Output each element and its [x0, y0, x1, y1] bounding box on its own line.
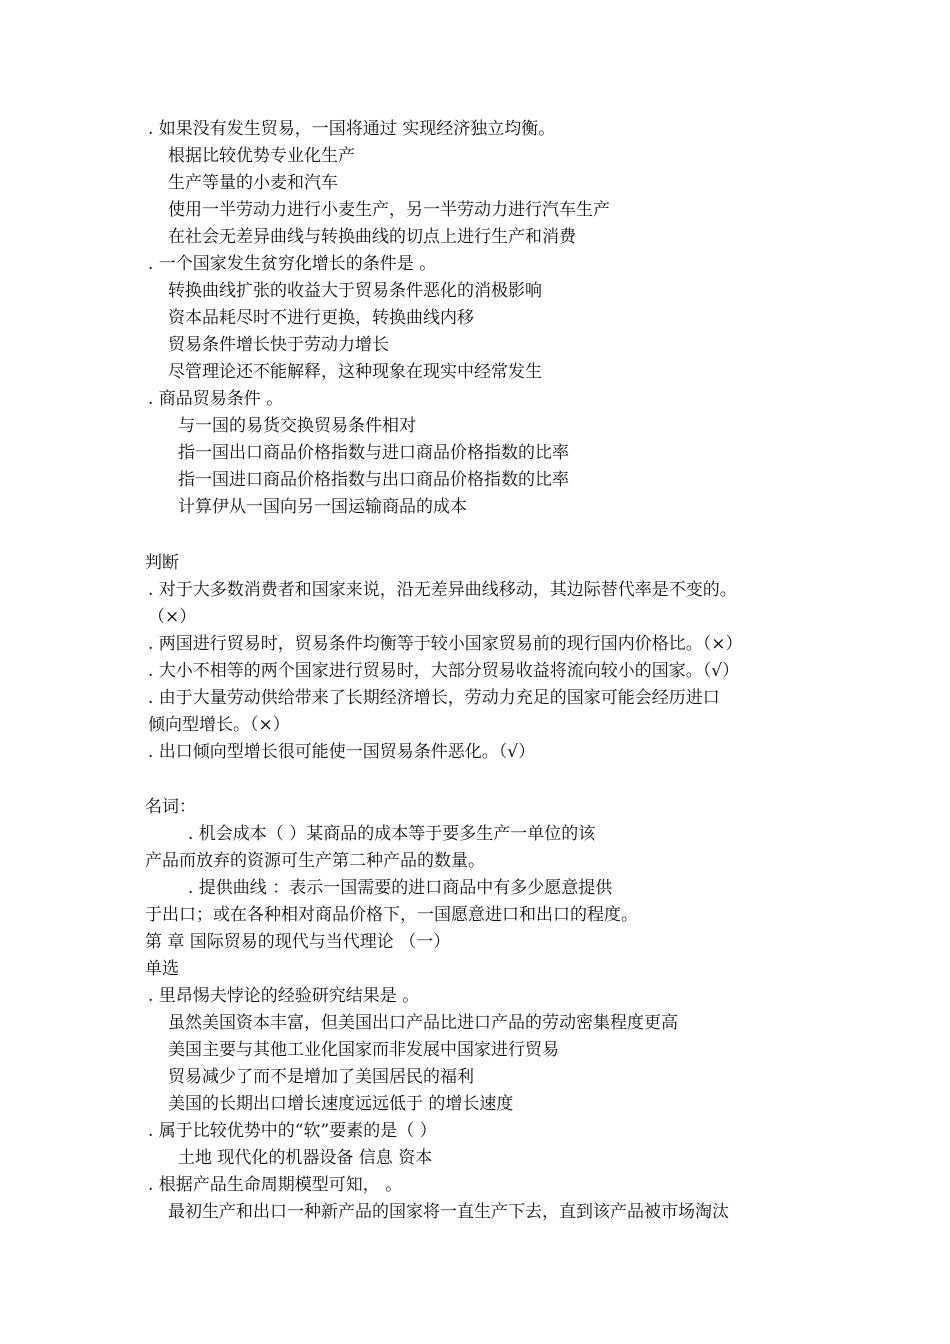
question-option: 计算伊从一国向另一国运输商品的成本: [178, 497, 467, 517]
question-option: 转换曲线扩张的收益大于贸易条件恶化的消极影响: [168, 281, 542, 301]
judge-line: . 对于大多数消费者和国家来说，沿无差异曲线移动，其边际替代率是不变的。: [148, 580, 737, 600]
chapter-title: 第 章 国际贸易的现代与当代理论 （一）: [145, 932, 451, 952]
question-option: 虽然美国资本丰富，但美国出口产品比进口产品的劳动密集程度更高: [168, 1013, 678, 1033]
question-option: 指一国进口商品价格指数与出口商品价格指数的比率: [178, 470, 569, 490]
section-heading-judge: 判断: [145, 553, 179, 573]
question-option: 美国主要与其他工业化国家而非发展中国家进行贸易: [168, 1040, 559, 1060]
judge-line: . 大小不相等的两个国家进行贸易时，大部分贸易收益将流向较小的国家。（√）: [148, 661, 740, 681]
question-stem: . 根据产品生命周期模型可知， 。: [148, 1175, 403, 1195]
term-line: . 提供曲线 ：表示一国需要的进口商品中有多少愿意提供: [188, 878, 613, 898]
judge-line: . 由于大量劳动供给带来了长期经济增长，劳动力充足的国家可能会经历进口: [148, 688, 720, 708]
section-heading-single-choice: 单选: [145, 959, 179, 979]
question-stem: . 一个国家发生贫穷化增长的条件是 。: [148, 254, 437, 274]
question-stem: . 里昂惕夫悖论的经验研究结果是 。: [148, 986, 420, 1006]
question-option: 最初生产和出口一种新产品的国家将一直生产下去，直到该产品被市场淘汰: [168, 1202, 729, 1222]
question-option: 贸易减少了而不是增加了美国居民的福利: [168, 1067, 474, 1087]
question-options-inline: 土地 现代化的机器设备 信息 资本: [178, 1148, 433, 1168]
question-option: 美国的长期出口增长速度远远低于 的增长速度: [168, 1094, 514, 1114]
question-option: 指一国出口商品价格指数与进口商品价格指数的比率: [178, 443, 569, 463]
question-stem: . 商品贸易条件 。: [148, 389, 284, 409]
term-line: 于出口；或在各种相对商品价格下，一国愿意进口和出口的程度。: [145, 905, 638, 925]
question-option: 贸易条件增长快于劳动力增长: [168, 335, 389, 355]
question-stem: . 属于比较优势中的“软”要素的是（ ）: [148, 1121, 437, 1141]
question-option: 在社会无差异曲线与转换曲线的切点上进行生产和消费: [168, 227, 576, 247]
question-option: 使用一半劳动力进行小麦生产，另一半劳动力进行汽车生产: [168, 200, 610, 220]
question-stem: . 如果没有发生贸易，一国将通过 实现经济独立均衡。: [148, 119, 556, 139]
question-option: 与一国的易货交换贸易条件相对: [178, 416, 416, 436]
judge-line: . 出口倾向型增长很可能使一国贸易条件恶化。（√）: [148, 742, 536, 762]
judge-line: . 两国进行贸易时，贸易条件均衡等于较小国家贸易前的现行国内价格比。（×）: [148, 634, 743, 654]
judge-line: （×）: [148, 607, 197, 627]
judge-line: 倾向型增长。（×）: [148, 715, 290, 735]
term-line: . 机会成本（ ）某商品的成本等于要多生产一单位的该: [188, 824, 596, 844]
question-option: 尽管理论还不能解释，这种现象在现实中经常发生: [168, 362, 542, 382]
term-line: 产品而放弃的资源可生产第二种产品的数量。: [145, 851, 485, 871]
question-option: 根据比较优势专业化生产: [168, 146, 355, 166]
question-option: 生产等量的小麦和汽车: [168, 173, 338, 193]
section-heading-terms: 名词：: [145, 797, 196, 817]
question-option: 资本品耗尽时不进行更换，转换曲线内移: [168, 308, 474, 328]
